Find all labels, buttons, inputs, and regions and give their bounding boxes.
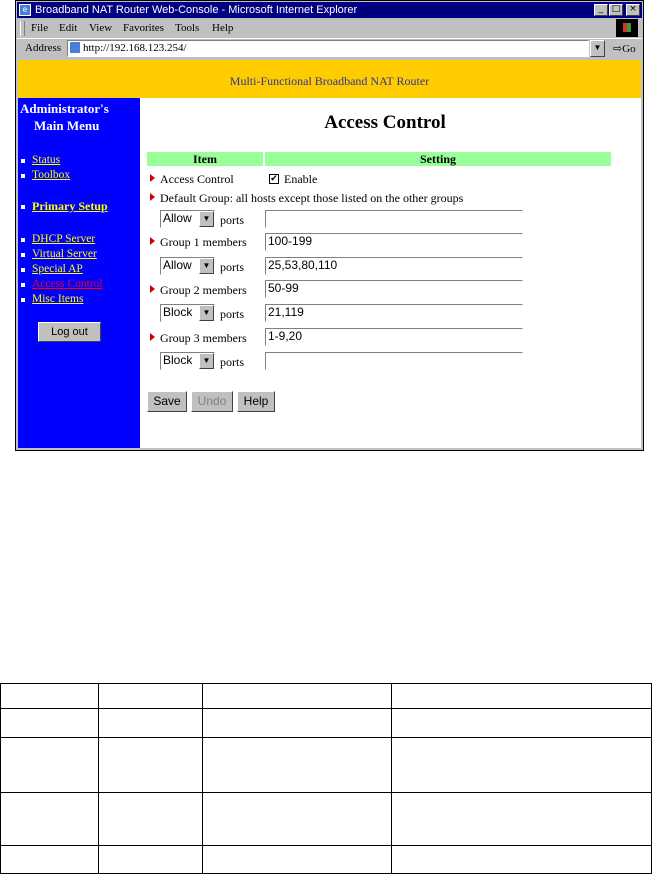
group1-action-value: Allow	[163, 258, 192, 272]
menu-bar	[17, 19, 642, 38]
group2-members-input[interactable]: 50-99	[265, 280, 523, 298]
go-arrow-icon: ⇨	[613, 43, 623, 55]
chevron-down-icon: ▼	[199, 258, 214, 274]
table-row	[1, 709, 652, 738]
menu-tools[interactable]: Tools	[175, 22, 200, 34]
sidebar-item-toolbox[interactable]	[18, 168, 70, 183]
group1-ports-input[interactable]: 25,53,80,110	[265, 257, 523, 275]
window-title: Broadband NAT Router Web-Console - Microsoft Internet Explorer	[35, 4, 358, 16]
row-arrow-icon	[150, 285, 155, 293]
sidebar-item-access-control[interactable]	[18, 277, 103, 292]
table-cell	[99, 684, 203, 709]
table-cell	[99, 846, 203, 874]
address-input[interactable]	[67, 40, 589, 57]
table-cell	[392, 684, 652, 709]
sidebar-primary	[18, 199, 108, 214]
group3-members-label: Group 3 members	[160, 331, 247, 345]
table-cell	[392, 846, 652, 874]
ports-label: ports	[220, 260, 244, 274]
close-button[interactable]: ×	[626, 4, 640, 16]
page-content	[18, 60, 641, 448]
access-control-checkbox[interactable]: ✔	[270, 174, 278, 184]
undo-button[interactable]: Undo	[191, 391, 233, 412]
sidebar-link-toolbox[interactable]: Toolbox	[32, 169, 71, 181]
chevron-down-icon: ▼	[199, 353, 214, 369]
table-cell	[99, 738, 203, 793]
sidebar-link-special-ap[interactable]: Special AP	[32, 263, 83, 275]
table-cell	[1, 709, 99, 738]
menu-file[interactable]: File	[31, 22, 49, 34]
sidebar-link-virtual-server[interactable]: Virtual Server	[32, 248, 97, 260]
sidebar-link-primary-setup[interactable]: Primary Setup	[32, 199, 108, 213]
table-cell	[392, 738, 652, 793]
table-cell	[203, 738, 392, 793]
enable-label: Enable	[284, 172, 318, 186]
sidebar-title	[20, 100, 140, 134]
go-button[interactable]	[613, 42, 636, 55]
group2-ports-input[interactable]: 21,119	[265, 304, 523, 322]
document-empty-table	[0, 683, 652, 874]
save-button[interactable]: Save	[147, 391, 187, 412]
table-cell	[99, 709, 203, 738]
sidebar-item-misc-items[interactable]	[18, 292, 103, 307]
group1-members-label: Group 1 members	[160, 235, 247, 249]
ports-label: ports	[220, 213, 244, 227]
ports-label: ports	[220, 355, 244, 369]
group2-members-label: Group 2 members	[160, 283, 247, 297]
chevron-down-icon: ▼	[199, 211, 214, 227]
address-label: Address	[25, 42, 62, 54]
table-cell	[1, 793, 99, 846]
address-url: http://192.168.123.254/	[83, 42, 187, 54]
menu-view[interactable]: View	[89, 22, 113, 34]
group3-ports-input[interactable]	[265, 352, 523, 370]
default-group-action-select[interactable]	[160, 210, 215, 228]
group3-members-input[interactable]: 1-9,20	[265, 328, 523, 346]
default-group-label: Default Group: all hosts except those listed on the other groups	[160, 191, 464, 205]
group3-action-value: Block	[163, 353, 193, 367]
table-row	[1, 684, 652, 709]
sidebar-link-access-control[interactable]: Access Control	[32, 278, 103, 290]
group2-action-select[interactable]	[160, 304, 215, 322]
table-cell	[203, 846, 392, 874]
table-cell	[392, 793, 652, 846]
chevron-down-icon: ▼	[199, 305, 214, 321]
logout-button[interactable]: Log out	[38, 322, 101, 342]
browser-window	[15, 0, 644, 451]
sidebar-item-status[interactable]	[18, 153, 70, 168]
help-button[interactable]: Help	[237, 391, 275, 412]
sidebar-item-dhcp-server[interactable]	[18, 232, 103, 247]
minimize-button[interactable]: _	[594, 4, 608, 16]
sidebar-item-primary-setup[interactable]	[18, 199, 108, 214]
table-header-item: Item	[147, 152, 263, 166]
group2-action-value: Block	[163, 305, 193, 319]
table-cell	[203, 684, 392, 709]
sidebar-title-line2: Main Menu	[34, 118, 100, 133]
row-arrow-icon	[150, 333, 155, 341]
menu-favorites[interactable]: Favorites	[123, 22, 164, 34]
access-control-label: Access Control	[160, 172, 234, 186]
sidebar-link-status[interactable]: Status	[32, 154, 61, 166]
table-row	[1, 738, 652, 793]
row-arrow-icon	[150, 174, 155, 182]
sidebar-item-special-ap[interactable]	[18, 262, 103, 277]
menu-edit[interactable]: Edit	[59, 22, 78, 34]
table-header-setting: Setting	[265, 152, 611, 166]
title-bar[interactable]	[17, 2, 642, 18]
table-cell	[1, 738, 99, 793]
table-cell	[99, 793, 203, 846]
sidebar-link-misc-items[interactable]: Misc Items	[32, 293, 84, 305]
sidebar-link-dhcp-server[interactable]: DHCP Server	[32, 233, 96, 245]
group1-action-select[interactable]	[160, 257, 215, 275]
page-icon	[70, 42, 80, 53]
address-bar	[17, 38, 642, 59]
default-group-action-value: Allow	[163, 211, 192, 225]
ports-label: ports	[220, 307, 244, 321]
table-row	[1, 846, 652, 874]
menu-help[interactable]: Help	[212, 22, 234, 34]
table-row	[1, 793, 652, 846]
table-cell	[1, 846, 99, 874]
sidebar-item-virtual-server[interactable]	[18, 247, 103, 262]
group1-members-input[interactable]: 100-199	[265, 233, 523, 251]
windows-logo-icon	[616, 19, 638, 37]
table-cell	[392, 709, 652, 738]
go-label: Go	[622, 43, 636, 55]
row-arrow-icon	[150, 237, 155, 245]
row-arrow-icon	[150, 193, 155, 201]
page-title: Access Control	[324, 112, 446, 133]
sidebar-title-line1: Administrator's	[20, 101, 109, 116]
table-cell	[1, 684, 99, 709]
group3-action-select[interactable]	[160, 352, 215, 370]
sidebar	[18, 98, 140, 448]
main-panel	[140, 98, 641, 448]
maximize-button[interactable]: □	[609, 4, 623, 16]
menu-grip	[20, 21, 25, 36]
sidebar-group1	[18, 153, 70, 183]
table-cell	[203, 709, 392, 738]
ie-logo-icon: e	[19, 4, 31, 16]
sidebar-group2	[18, 232, 103, 307]
default-group-ports-input[interactable]	[265, 210, 523, 228]
table-cell	[203, 793, 392, 846]
router-banner: Multi-Functional Broadband NAT Router	[18, 60, 641, 98]
address-dropdown-button[interactable]: ▼	[590, 40, 605, 57]
